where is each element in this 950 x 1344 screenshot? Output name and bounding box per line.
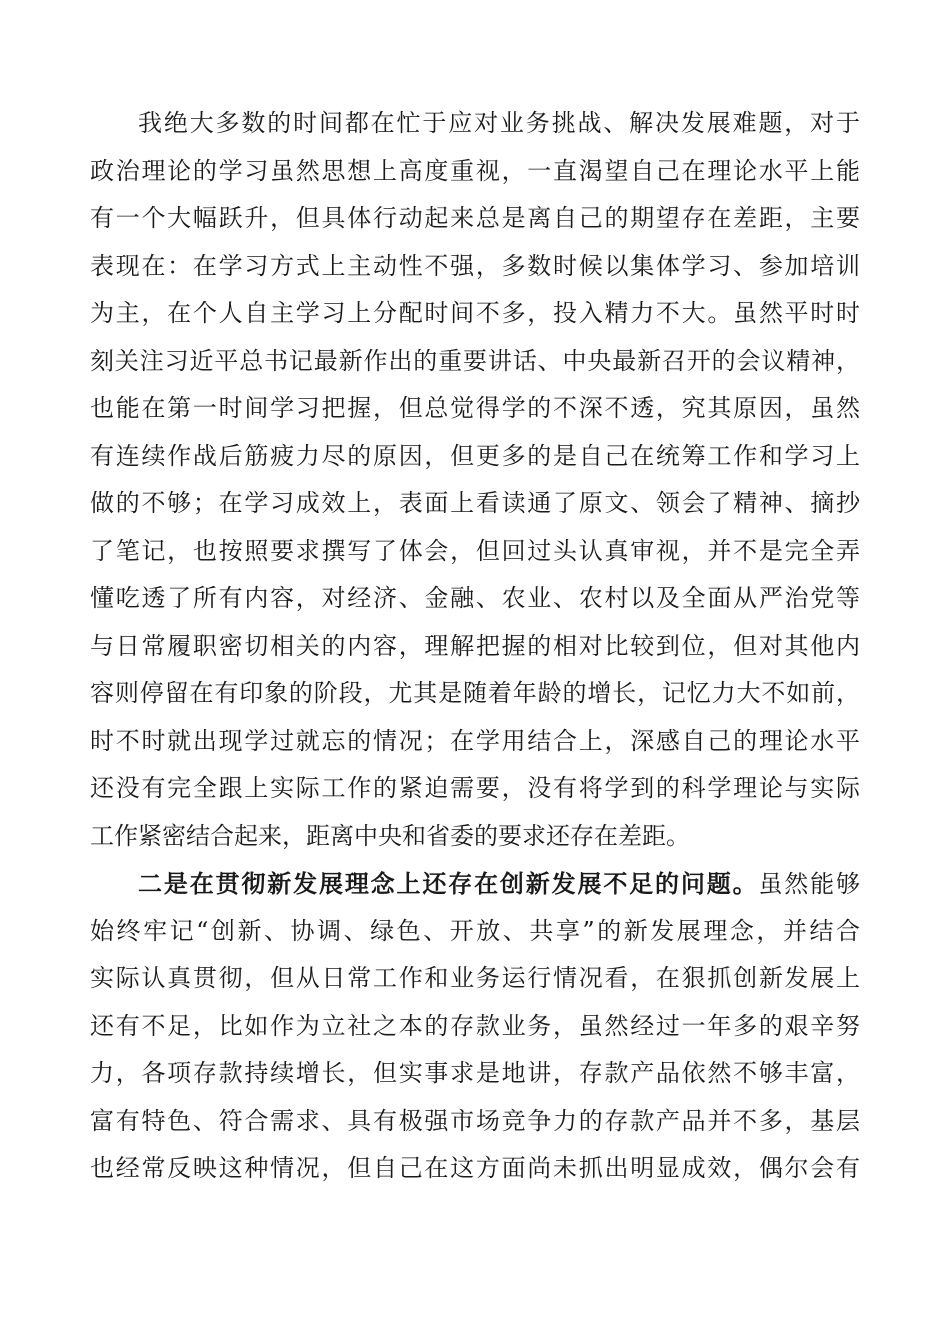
paragraph-1-line-8: 有连续作战后筋疲力尽的原因，但更多的是自己在统筹工作和学习上 xyxy=(90,441,860,470)
paragraph-1-line-15: 还没有完全跟上实际工作的紧迫需要，没有将学到的科学理论与实际 xyxy=(90,774,860,802)
paragraph-1-line-13: 容则停留在有印象的阶段，尤其是随着年龄的增长，记忆力大不如前， xyxy=(90,679,860,707)
section-heading: 二是在贯彻新发展理念上还存在创新发展不足的问题。 xyxy=(138,869,759,898)
paragraph-1-line-6: 刻关注习近平总书记最新作出的重要讲话、中央最新召开的会议精神， xyxy=(90,346,860,375)
paragraph-1-line-12: 与日常履职密切相关的内容，理解把握的相对比较到位，但对其他内 xyxy=(90,631,860,660)
paragraph-2-line-1-rest: 虽然能够 xyxy=(758,870,860,898)
paragraph-1-line-10: 了笔记，也按照要求撰写了体会，但回过头认真审视，并不是完全弄 xyxy=(90,536,860,565)
paragraph-2-line-3: 实际认真贯彻，但从日常工作和业务运行情况看，在狠抓创新发展上 xyxy=(90,964,860,992)
document-body xyxy=(90,100,860,1193)
paragraph-2-line-7: 也经常反映这种情况，但自己在这方面尚未抓出明显成效，偶尔会有 xyxy=(90,1154,860,1182)
paragraph-1-line-7: 也能在第一时间学习把握，但总觉得学的不深不透，究其原因，虽然 xyxy=(90,394,860,422)
paragraph-1-line-9: 做的不够；在学习成效上，表面上看读通了原文、领会了精神、摘抄 xyxy=(90,489,860,517)
paragraph-1-line-4: 表现在：在学习方式上主动性不强，多数时候以集体学习、参加培训 xyxy=(90,251,860,280)
paragraph-2-line-2: 始终牢记“创新、协调、绿色、开放、共享”的新发展理念，并结合 xyxy=(90,916,860,945)
paragraph-2-line-4: 还有不足，比如作为立社之本的存款业务，虽然经过一年多的艰辛努 xyxy=(90,1011,860,1040)
paragraph-1-line-14: 时不时就出现学过就忘的情况；在学用结合上，深感自己的理论水平 xyxy=(90,726,860,755)
paragraph-1-line-3: 有一个大幅跃升，但具体行动起来总是离自己的期望存在差距，主要 xyxy=(90,204,860,232)
paragraph-1-line-2: 政治理论的学习虽然思想上高度重视，一直渴望自己在理论水平上能 xyxy=(90,156,860,185)
paragraph-2-line-6: 富有特色、符合需求、具有极强市场竞争力的存款产品并不多，基层 xyxy=(90,1106,860,1135)
paragraph-1-line-5: 为主，在个人自主学习上分配时间不多，投入精力不大。虽然平时时 xyxy=(90,299,860,327)
paragraph-2-line-5: 力，各项存款持续增长，但实事求是地讲，存款产品依然不够丰富， xyxy=(90,1059,860,1087)
paragraph-1-line-11: 懂吃透了所有内容，对经济、金融、农业、农村以及全面从严治党等 xyxy=(90,584,860,612)
paragraph-1-line-16: 工作紧密结合起来，距离中央和省委的要求还存在差距。 xyxy=(90,821,690,850)
paragraph-2-line-1 xyxy=(90,860,860,908)
paragraph-1-line-1: 我绝大多数的时间都在忙于应对业务挑战、解决发展难题，对于 xyxy=(138,109,860,137)
